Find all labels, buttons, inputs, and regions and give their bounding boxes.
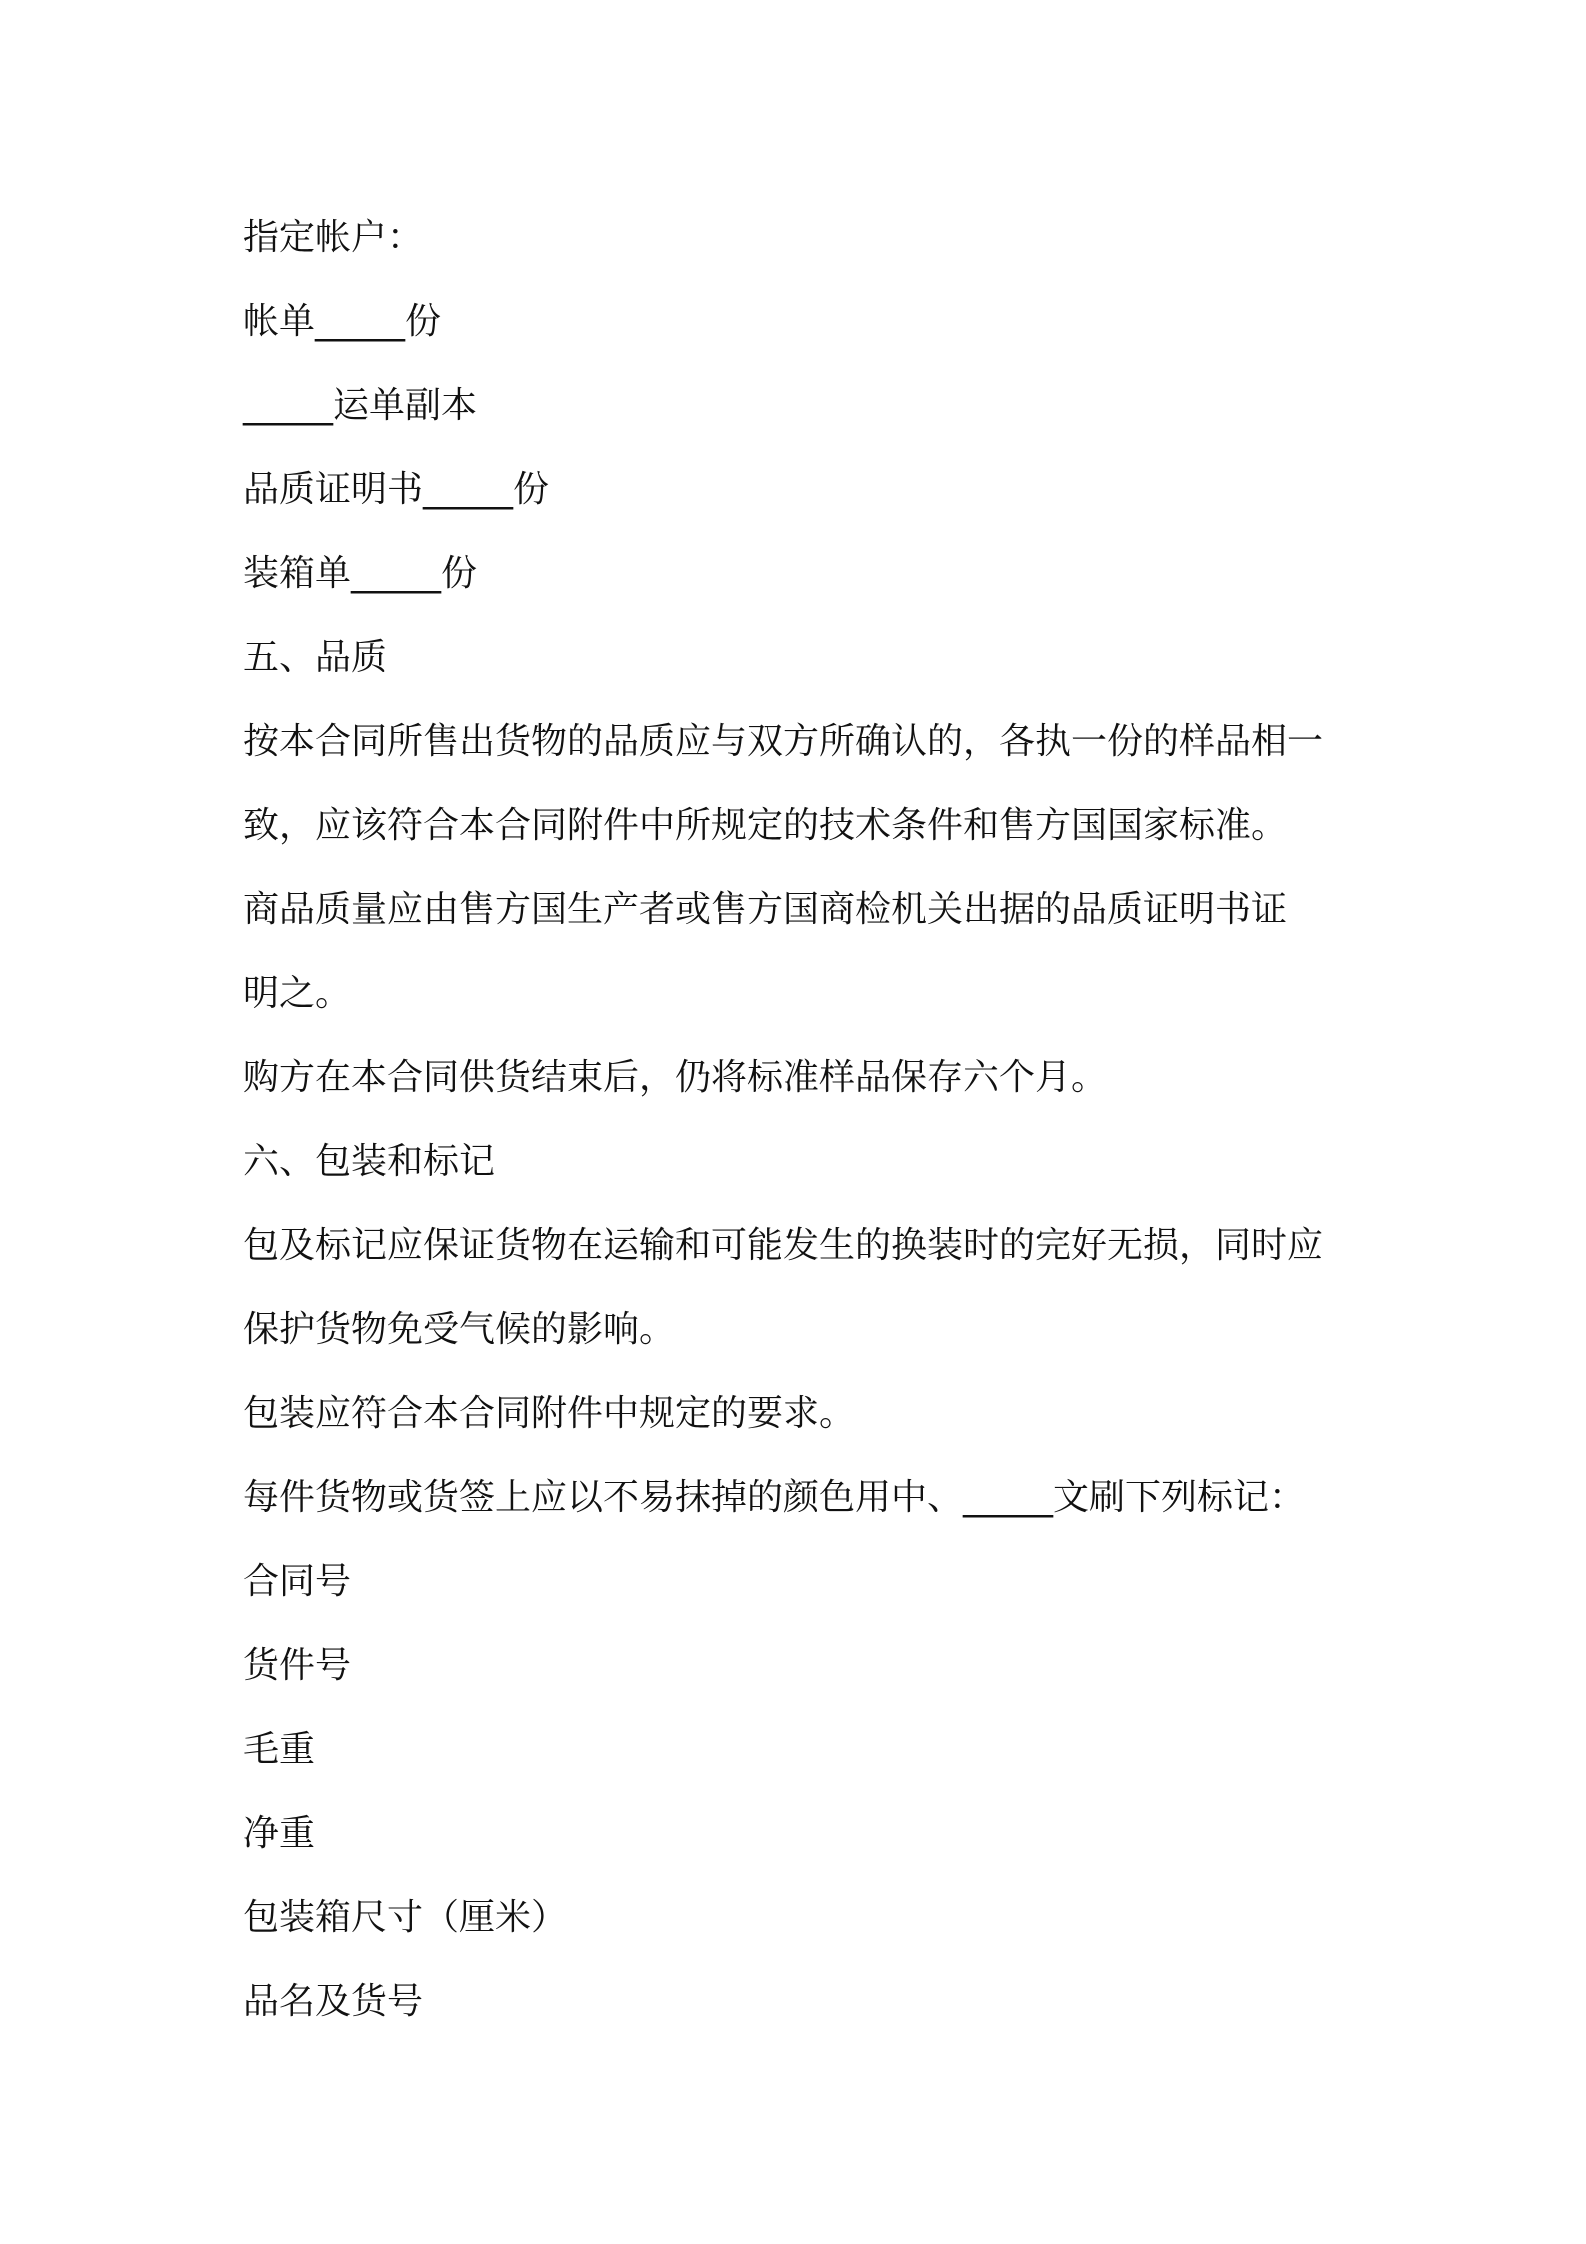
section-heading-quality: 五、品质 [243,637,388,678]
mark-item-net-weight: 净重 [243,1813,316,1854]
paragraph-line: 商品质量应由售方国生产者或售方国商检机关出据的品质证明书证 [243,889,1288,930]
text-line-waybill-copy: _____运单副本 [243,385,478,426]
document-body [243,196,1363,2044]
paragraph-line: 包装应符合本合同附件中规定的要求。 [243,1393,856,1434]
section-heading-packaging: 六、包装和标记 [243,1141,496,1182]
paragraph-line: 包及标记应保证货物在运输和可能发生的换装时的完好无损，同时应 [243,1225,1324,1266]
mark-item-gross-weight: 毛重 [243,1729,316,1770]
text-line-packing-list: 装箱单_____份 [243,553,478,594]
paragraph-line: 保护货物免受气候的影响。 [243,1309,676,1350]
paragraph-line: 每件货物或货签上应以不易抹掉的颜色用中、_____文刷下列标记： [243,1477,1306,1518]
paragraph-line: 明之。 [243,973,352,1014]
text-line-bill: 帐单_____份 [243,301,442,342]
paragraph-line: 购方在本合同供货结束后，仍将标准样品保存六个月。 [243,1057,1108,1098]
text-line-quality-certificate: 品质证明书_____份 [243,469,550,510]
mark-item-product-name: 品名及货号 [243,1981,424,2022]
text-line-account: 指定帐户： [243,217,424,258]
paragraph-line: 致，应该符合本合同附件中所规定的技术条件和售方国国家标准。 [243,805,1288,846]
mark-item-package-number: 货件号 [243,1645,352,1686]
mark-item-box-size: 包装箱尺寸（厘米） [243,1897,568,1938]
paragraph-line: 按本合同所售出货物的品质应与双方所确认的，各执一份的样品相一 [243,721,1324,762]
mark-item-contract-number: 合同号 [243,1561,352,1602]
